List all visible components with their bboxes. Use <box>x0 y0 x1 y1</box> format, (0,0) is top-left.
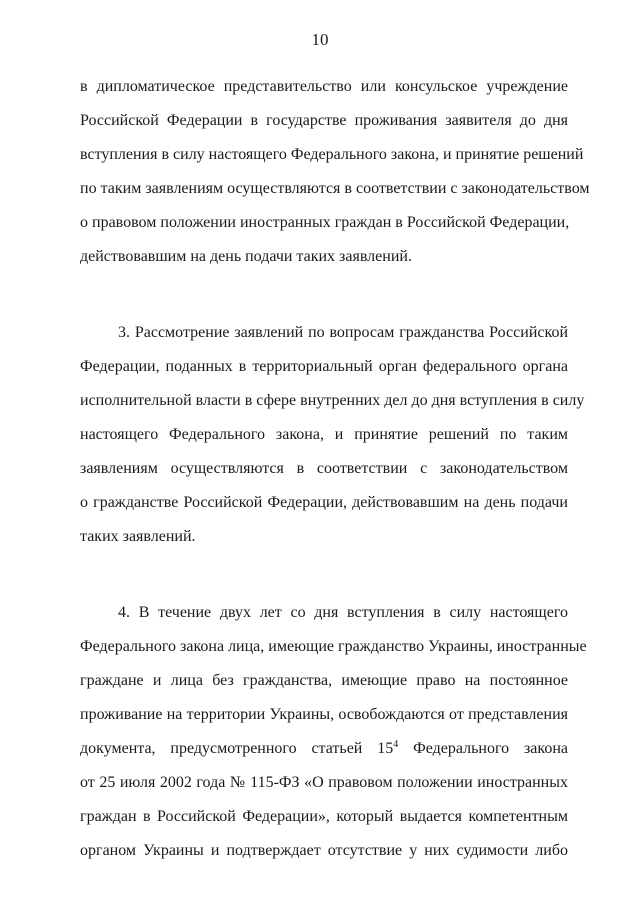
text-line: проживание на территории Украины, освобождаются от представления <box>80 706 568 723</box>
page-number: 10 <box>311 30 329 49</box>
paragraph-continuation <box>80 76 590 280</box>
text-line: по таким заявлениям осуществляются в соответствии с законодательством <box>80 180 590 197</box>
text-line-part: Федерального закона <box>413 740 569 757</box>
text-line: действовавшим на день подачи таких заявлений. <box>80 248 412 265</box>
text-line: 3. Рассмотрение заявлений по вопросам гражданства Российской <box>118 324 568 341</box>
superscript: 4 <box>393 739 399 750</box>
text-line-with-superscript <box>80 738 568 772</box>
text-line: заявлениям осуществляются в соответствии с законодательством <box>80 460 568 477</box>
text-line: Федерации, поданных в территориальный орган федерального органа <box>80 358 568 375</box>
text-line: органом Украины и подтверждает отсутствие у них судимости либо <box>80 842 568 859</box>
text-line: Российской Федерации в государстве проживания заявителя до дня <box>80 112 568 129</box>
text-line: от 25 июля 2002 года № 115-ФЗ «О правовом положении иностранных <box>80 774 568 791</box>
text-line: в дипломатическое представительство или консульское учреждение <box>80 78 568 95</box>
text-line: вступления в силу настоящего Федерального закона, и принятие решений <box>80 146 584 163</box>
paragraph-item-4 <box>80 602 587 874</box>
document-body <box>80 76 590 874</box>
text-line: Федерального закона лица, имеющие гражданство Украины, иностранные <box>80 638 587 655</box>
text-line-part: документа, предусмотренного статьей 15 <box>80 740 394 757</box>
text-line: граждане и лица без гражданства, имеющие право на постоянное <box>80 672 568 689</box>
paragraph-gap <box>80 560 568 602</box>
text-line: исполнительной власти в сфере внутренних дел до дня вступления в силу <box>80 392 585 409</box>
text-line: о правовом положении иностранных граждан в Российской Федерации, <box>80 214 570 231</box>
paragraph-item-3 <box>80 322 585 560</box>
text-line: настоящего Федерального закона, и принятие решений по таким <box>80 426 568 443</box>
paragraph-gap <box>80 280 568 322</box>
text-line: граждан в Российской Федерации», который выдается компетентным <box>80 808 568 825</box>
text-line: о гражданстве Российской Федерации, действовавшим на день подачи <box>80 494 568 511</box>
text-line: 4. В течение двух лет со дня вступления в силу настоящего <box>118 604 568 621</box>
text-line: таких заявлений. <box>80 528 196 545</box>
